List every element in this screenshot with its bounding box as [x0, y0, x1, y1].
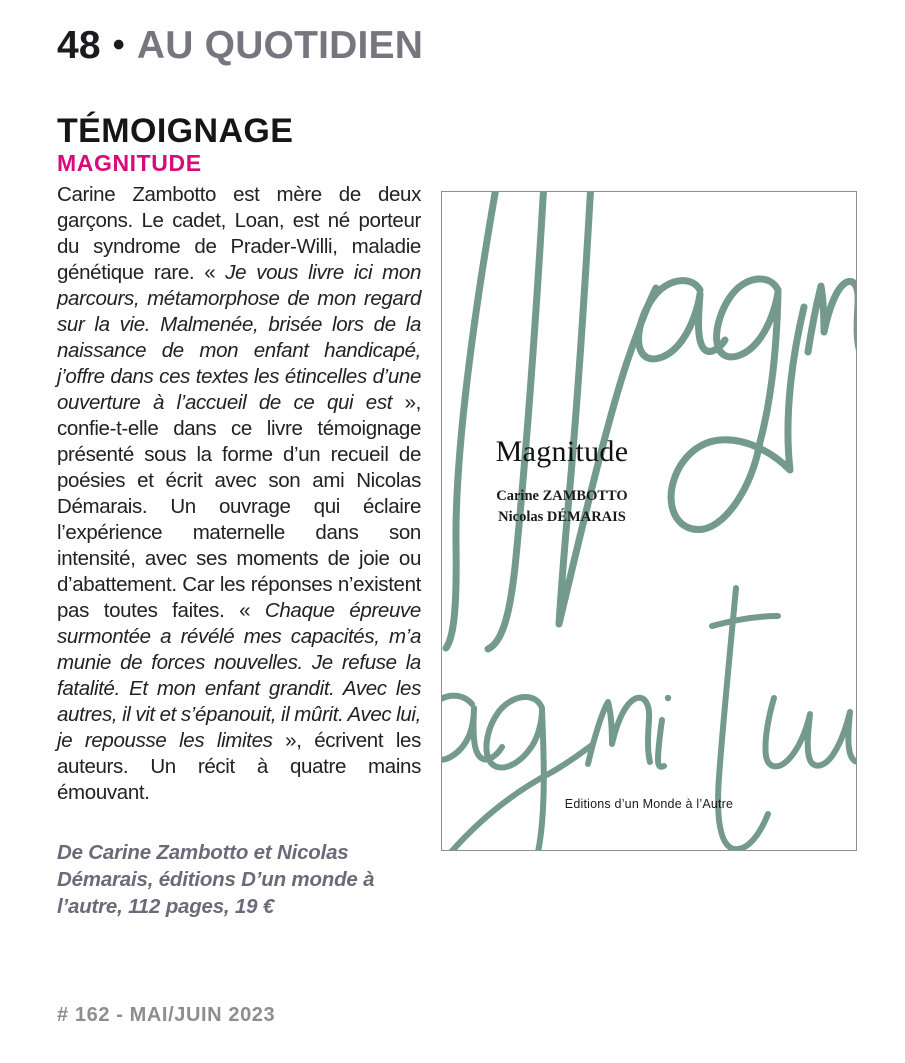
issue-footer: # 162 - MAI/JUIN 2023	[57, 1004, 276, 1026]
article-category: TÉMOIGNAGE	[57, 112, 294, 150]
article-title: MAGNITUDE	[57, 150, 202, 176]
article-column	[57, 182, 421, 920]
page-header	[57, 24, 423, 68]
bullet-separator: •	[112, 26, 125, 64]
cover-authors	[442, 486, 682, 528]
cover-book-title: Magnitude	[495, 435, 629, 468]
cover-publisher: Editions d’un Monde à l’Autre	[564, 797, 734, 811]
article-credit: De Carine Zambotto et Nicolas Démarais, éditions D’un monde à l’autre, 112 pages, 19 €	[57, 841, 375, 918]
book-cover	[441, 191, 857, 851]
section-title: AU QUOTIDIEN	[136, 24, 424, 67]
article-body: Carine Zambotto est mère de deux garçons. Le cadet, Loan, est né porteur du syndrome de Prader-Willi, maladie génétique rare. « Je vous livre ici mon parcours, métamorphose de mon regard sur la vie. Malmenée, brisée lors de la naissance de mon enfant handicapé, j’offre dans ces textes les étincelles d’une ouverture à l’accueil de ce qui est », confie-t-elle dans ce livre témoignage présenté sous la forme d’un recueil de poésies et écrit avec son ami Nicolas Démarais. Un ouvrage qui éclaire l’expérience maternelle dans son intensité, avec ses moments de joie ou d’abattement. Car les réponses n’existent pas toutes faites. « Chaque épreuve surmontée a révélé mes capacités, m’a munie de forces nouvelles. Je refuse la fatalité. Et mon enfant grandit. Avec les autres, il vit et s’épanouit, il mûrit. Avec lui, je repousse les limites », écrivent les auteurs. Un récit à quatre mains émouvant.	[57, 183, 421, 804]
cover-author-2: Nicolas DÉMARAIS	[498, 509, 626, 525]
cover-script-top	[446, 192, 857, 649]
cover-author-1: Carine ZAMBOTTO	[496, 488, 628, 504]
page-number: 48	[57, 24, 101, 67]
cover-title-block	[442, 435, 682, 528]
